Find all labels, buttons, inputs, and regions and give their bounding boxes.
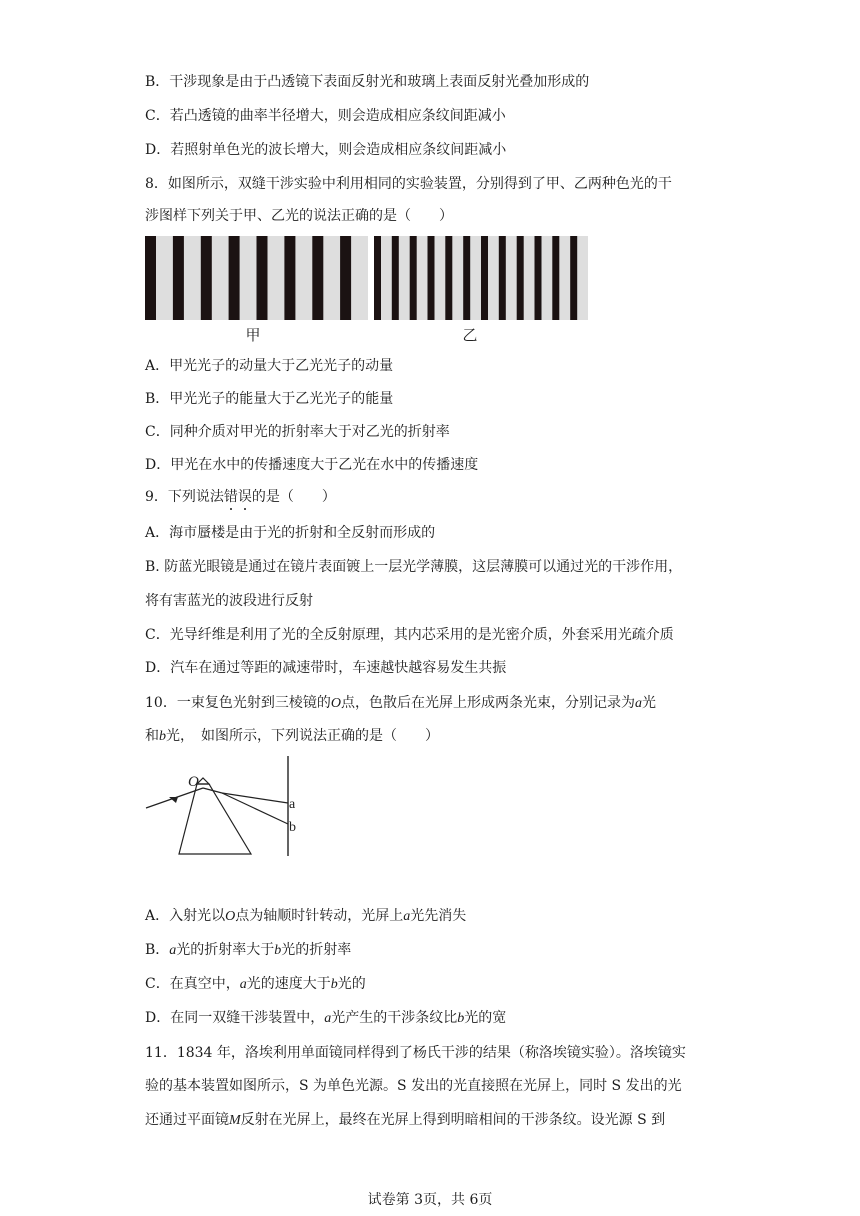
q10-option-c bbox=[145, 974, 366, 995]
q11-text: 反射在光屏上，最终在光屏上得到明暗相间的干涉条纹。设光源 S 到 bbox=[240, 1112, 666, 1128]
fringe-dark-band-yi bbox=[428, 236, 435, 320]
q10-light-a: a bbox=[403, 909, 411, 924]
fringe-dark-band-jia bbox=[229, 236, 240, 320]
fringe-label-yi: 乙 bbox=[462, 326, 478, 344]
fringe-dark-band-jia bbox=[312, 236, 323, 320]
fringe-dark-band-jia bbox=[201, 236, 212, 320]
fringe-dark-band-yi bbox=[374, 236, 381, 320]
q10-text: C．在真空中， bbox=[145, 976, 240, 992]
q10-point-o: O bbox=[330, 696, 341, 711]
fringe-dark-band-yi bbox=[517, 236, 524, 320]
q10-text: 光先消失 bbox=[410, 908, 467, 924]
q9-option-b-line1: B. 防蓝光眼镜是通过在镜片表面镀上一层光学薄膜，这层薄膜可以通过光的干涉作用， bbox=[145, 559, 683, 575]
q10-text: 和 bbox=[145, 728, 159, 744]
fringe-dark-band-jia bbox=[284, 236, 295, 320]
fringe-dark-band-yi bbox=[410, 236, 417, 320]
fringe-dark-band-yi bbox=[481, 236, 488, 320]
prism-dispersion-figure bbox=[140, 756, 310, 860]
q10-stem-line2 bbox=[145, 726, 439, 747]
prism bbox=[179, 784, 251, 854]
fringe-dark-band-yi bbox=[463, 236, 470, 320]
q9-stem-suffix: 的是（ ） bbox=[251, 489, 336, 505]
q10-text: 光的速度大于 bbox=[246, 976, 331, 992]
q10-text: 光 bbox=[641, 695, 656, 711]
q11-line2: 验的基本装置如图所示，S 为单色光源。S 发出的光直接照在光屏上，同时 S 发出的光 bbox=[145, 1078, 682, 1094]
q10-light-b: b bbox=[457, 1011, 465, 1026]
q10-text: 点，色散后在光屏上形成两条光束，分别记录为 bbox=[340, 695, 635, 711]
q10-text: 光的折射率 bbox=[281, 942, 352, 958]
q8-stem-line1: 8．如图所示，双缝干涉实验中利用相同的实验装置，分别得到了甲、乙两种色光的干 bbox=[145, 176, 672, 192]
fringe-label-jia: 甲 bbox=[245, 326, 261, 344]
q10-text: 光的 bbox=[337, 976, 366, 992]
fig-label-o: O bbox=[188, 774, 199, 790]
q11-text: 还通过平面镜 bbox=[145, 1112, 229, 1128]
fringe-dark-band-jia bbox=[340, 236, 351, 320]
q11-line1: 11．1834 年，洛埃利用单面镜同样得到了杨氏干涉的结果（称洛埃镜实验）。洛埃镜实 bbox=[145, 1045, 686, 1061]
q10-text: A．入射光以 bbox=[145, 908, 226, 924]
q9-option-c: C．光导纤维是利用了光的全反射原理，其内芯采用的是光密介质，外套采用光疏介质 bbox=[145, 627, 674, 643]
q8-option-a: A．甲光光子的动量大于乙光光子的动量 bbox=[145, 358, 394, 374]
q10-text: D．在同一双缝干涉装置中， bbox=[145, 1010, 325, 1026]
q8-option-c: C．同种介质对甲光的折射率大于对乙光的折射率 bbox=[145, 424, 450, 440]
q9-stem-prefix: 9．下列说法 bbox=[145, 489, 224, 505]
q9-stem bbox=[145, 487, 336, 507]
q10-light-b: b bbox=[330, 977, 338, 992]
q9-option-d: D．汽车在通过等距的减速带时，车速越快越容易发生共振 bbox=[145, 660, 507, 676]
fig-label-a: a bbox=[289, 797, 296, 812]
fringe-dark-band-yi bbox=[499, 236, 506, 320]
q7-option-d: D．若照射单色光的波长增大，则会造成相应条纹间距减小 bbox=[145, 142, 507, 158]
q9-option-b-line2: 将有害蓝光的波段进行反射 bbox=[145, 593, 313, 609]
fringe-dark-band-yi bbox=[392, 236, 399, 320]
q10-stem-line1 bbox=[145, 693, 656, 714]
q8-stem-line2: 涉图样下列关于甲、乙光的说法正确的是（ ） bbox=[145, 208, 453, 224]
fig-label-b: b bbox=[289, 820, 296, 835]
q9-emphasis-char-2: 误 bbox=[237, 489, 252, 505]
q10-light-a: a bbox=[634, 696, 642, 711]
q10-option-b: B．a光的折射率大于b光的折射率 bbox=[145, 942, 352, 958]
fringe-dark-band-jia bbox=[145, 236, 156, 320]
fringe-dark-band-yi bbox=[445, 236, 452, 320]
fringe-dark-band-yi bbox=[535, 236, 542, 320]
q10-text: 光产生的干涉条纹比 bbox=[331, 1010, 458, 1026]
q10-light-a: a bbox=[324, 1011, 332, 1026]
q11-line3 bbox=[145, 1110, 665, 1131]
q10-text: 光的折射率大于 bbox=[176, 942, 275, 958]
q11-mirror-m: M bbox=[229, 1113, 241, 1128]
q10-text: 光的宽 bbox=[464, 1010, 507, 1026]
q9-emphasis-char-1: 错 bbox=[223, 489, 238, 505]
fringe-dark-band-yi bbox=[552, 236, 559, 320]
q8-option-b: B．甲光光子的能量大于乙光光子的能量 bbox=[145, 391, 394, 407]
q10-option-a bbox=[145, 906, 466, 927]
interference-fringes-figure bbox=[145, 236, 590, 348]
q9-option-a: A．海市蜃楼是由于光的折射和全反射而形成的 bbox=[145, 525, 436, 541]
q10-text: 光， 如图所示，下列说法正确的是（ ） bbox=[166, 728, 439, 744]
q10-text: 点为轴顺时针转动，光屏上 bbox=[235, 908, 404, 924]
q10-light-b: b bbox=[274, 943, 282, 958]
q10-light-a: a bbox=[239, 977, 247, 992]
q8-option-d: D．甲光在水中的传播速度大于乙光在水中的传播速度 bbox=[145, 457, 479, 473]
fringe-dark-band-yi bbox=[570, 236, 577, 320]
q10-light-a: a bbox=[169, 943, 177, 958]
fringe-dark-band-jia bbox=[257, 236, 268, 320]
q10-light-b: b bbox=[159, 729, 166, 744]
q10-point-o: O bbox=[225, 909, 236, 924]
q7-option-c: C．若凸透镜的曲率半径增大，则会造成相应条纹间距减小 bbox=[145, 108, 506, 124]
fringe-dark-band-jia bbox=[173, 236, 184, 320]
page-footer: 试卷第 3页，共 6页 bbox=[367, 1192, 493, 1208]
q7-option-b: B．干涉现象是由于凸透镜下表面反射光和玻璃上表面反射光叠加形成的 bbox=[145, 74, 590, 90]
q10-option-d bbox=[145, 1008, 506, 1029]
q10-text: 10．一束复色光射到三棱镜的 bbox=[145, 695, 331, 711]
